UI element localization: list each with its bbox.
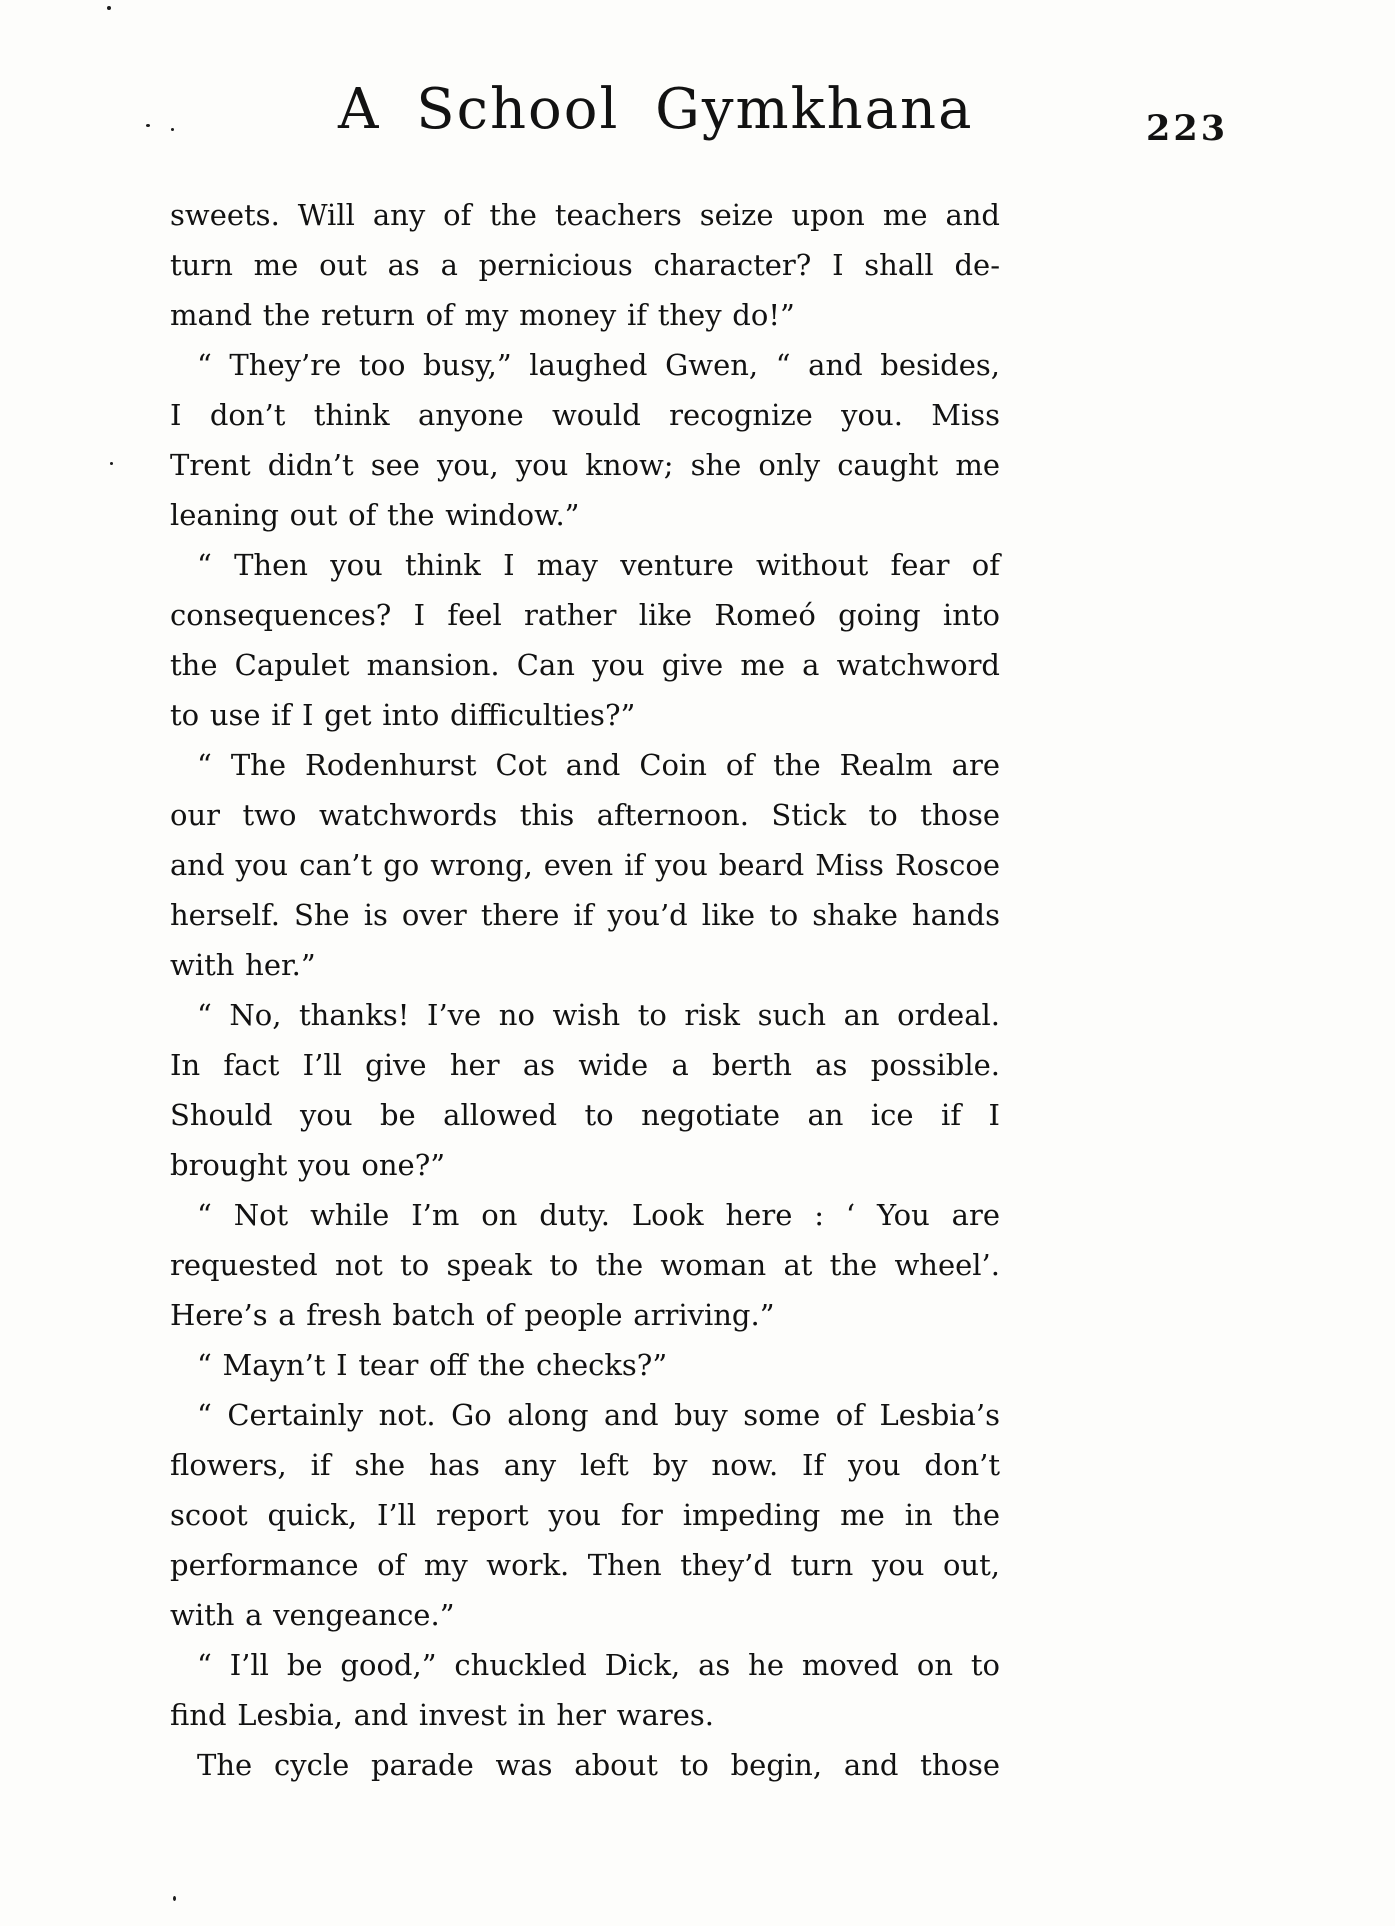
page-number: 223 bbox=[1146, 108, 1229, 149]
paragraph bbox=[170, 1340, 1000, 1390]
text-line: turn me out as a pernicious character? I shall de- bbox=[170, 248, 1000, 282]
text-line: with her.” bbox=[170, 948, 316, 982]
text-line: “ No, thanks! I’ve no wish to risk such an ordeal. bbox=[197, 998, 1000, 1032]
text-line: performance of my work. Then they’d turn you out, bbox=[170, 1548, 1000, 1582]
text-line: sweets. Will any of the teachers seize upon me and bbox=[170, 198, 1000, 232]
text-line: Should you be allowed to negotiate an ice if I bbox=[170, 1098, 1000, 1132]
paragraph bbox=[170, 1390, 1000, 1640]
scan-speck bbox=[110, 462, 113, 465]
text-line: “ Mayn’t I tear off the checks?” bbox=[197, 1348, 668, 1382]
text-line: with a vengeance.” bbox=[170, 1598, 455, 1632]
scan-speck bbox=[107, 6, 111, 10]
paragraph bbox=[170, 990, 1000, 1190]
scan-speck bbox=[171, 128, 174, 131]
text-line: In fact I’ll give her as wide a berth as possible. bbox=[170, 1048, 1000, 1082]
paragraph bbox=[170, 1740, 1000, 1790]
paragraph bbox=[170, 540, 1000, 740]
scan-speck bbox=[173, 1896, 176, 1901]
text-line: find Lesbia, and invest in her wares. bbox=[170, 1698, 714, 1732]
paragraph bbox=[170, 1190, 1000, 1340]
text-line: our two watchwords this afternoon. Stick to those bbox=[170, 798, 1000, 832]
text-line: requested not to speak to the woman at the wheel’. bbox=[170, 1248, 1000, 1282]
text-line: consequences? I feel rather like Romeó going into bbox=[170, 598, 1000, 632]
text-line: “ I’ll be good,” chuckled Dick, as he moved on to bbox=[197, 1648, 1000, 1682]
text-line: leaning out of the window.” bbox=[170, 498, 580, 532]
text-line: the Capulet mansion. Can you give me a watchword bbox=[170, 648, 1000, 682]
text-line: “ Then you think I may venture without fear of bbox=[197, 548, 1000, 582]
text-line: I don’t think anyone would recognize you. Miss bbox=[170, 398, 1000, 432]
text-line: “ They’re too busy,” laughed Gwen, “ and besides, bbox=[197, 348, 1000, 382]
text-line: to use if I get into difficulties?” bbox=[170, 698, 636, 732]
paragraph bbox=[170, 340, 1000, 540]
paragraph bbox=[170, 1640, 1000, 1740]
page-title: A School Gymkhana bbox=[338, 77, 974, 142]
text-line: “ Not while I’m on duty. Look here : ‘ You are bbox=[197, 1198, 1000, 1232]
scan-speck bbox=[146, 124, 150, 127]
text-line: “ The Rodenhurst Cot and Coin of the Realm are bbox=[197, 748, 1000, 782]
text-line: The cycle parade was about to begin, and those bbox=[197, 1748, 1000, 1782]
text-line: and you can’t go wrong, even if you beard Miss Roscoe bbox=[170, 848, 1000, 882]
text-line: Trent didn’t see you, you know; she only caught me bbox=[170, 448, 1000, 482]
paragraph bbox=[170, 190, 1000, 340]
text-line: scoot quick, I’ll report you for impeding me in the bbox=[170, 1498, 1000, 1532]
text-line: mand the return of my money if they do!” bbox=[170, 298, 795, 332]
paragraph bbox=[170, 740, 1000, 990]
text-line: “ Certainly not. Go along and buy some of Lesbia’s bbox=[197, 1398, 1000, 1432]
body-text bbox=[170, 190, 1000, 1790]
running-head bbox=[0, 77, 1395, 160]
text-line: brought you one?” bbox=[170, 1148, 446, 1182]
text-line: herself. She is over there if you’d like to shake hands bbox=[170, 898, 1000, 932]
text-line: Here’s a fresh batch of people arriving.” bbox=[170, 1298, 775, 1332]
text-line: flowers, if she has any left by now. If you don’t bbox=[170, 1448, 1000, 1482]
